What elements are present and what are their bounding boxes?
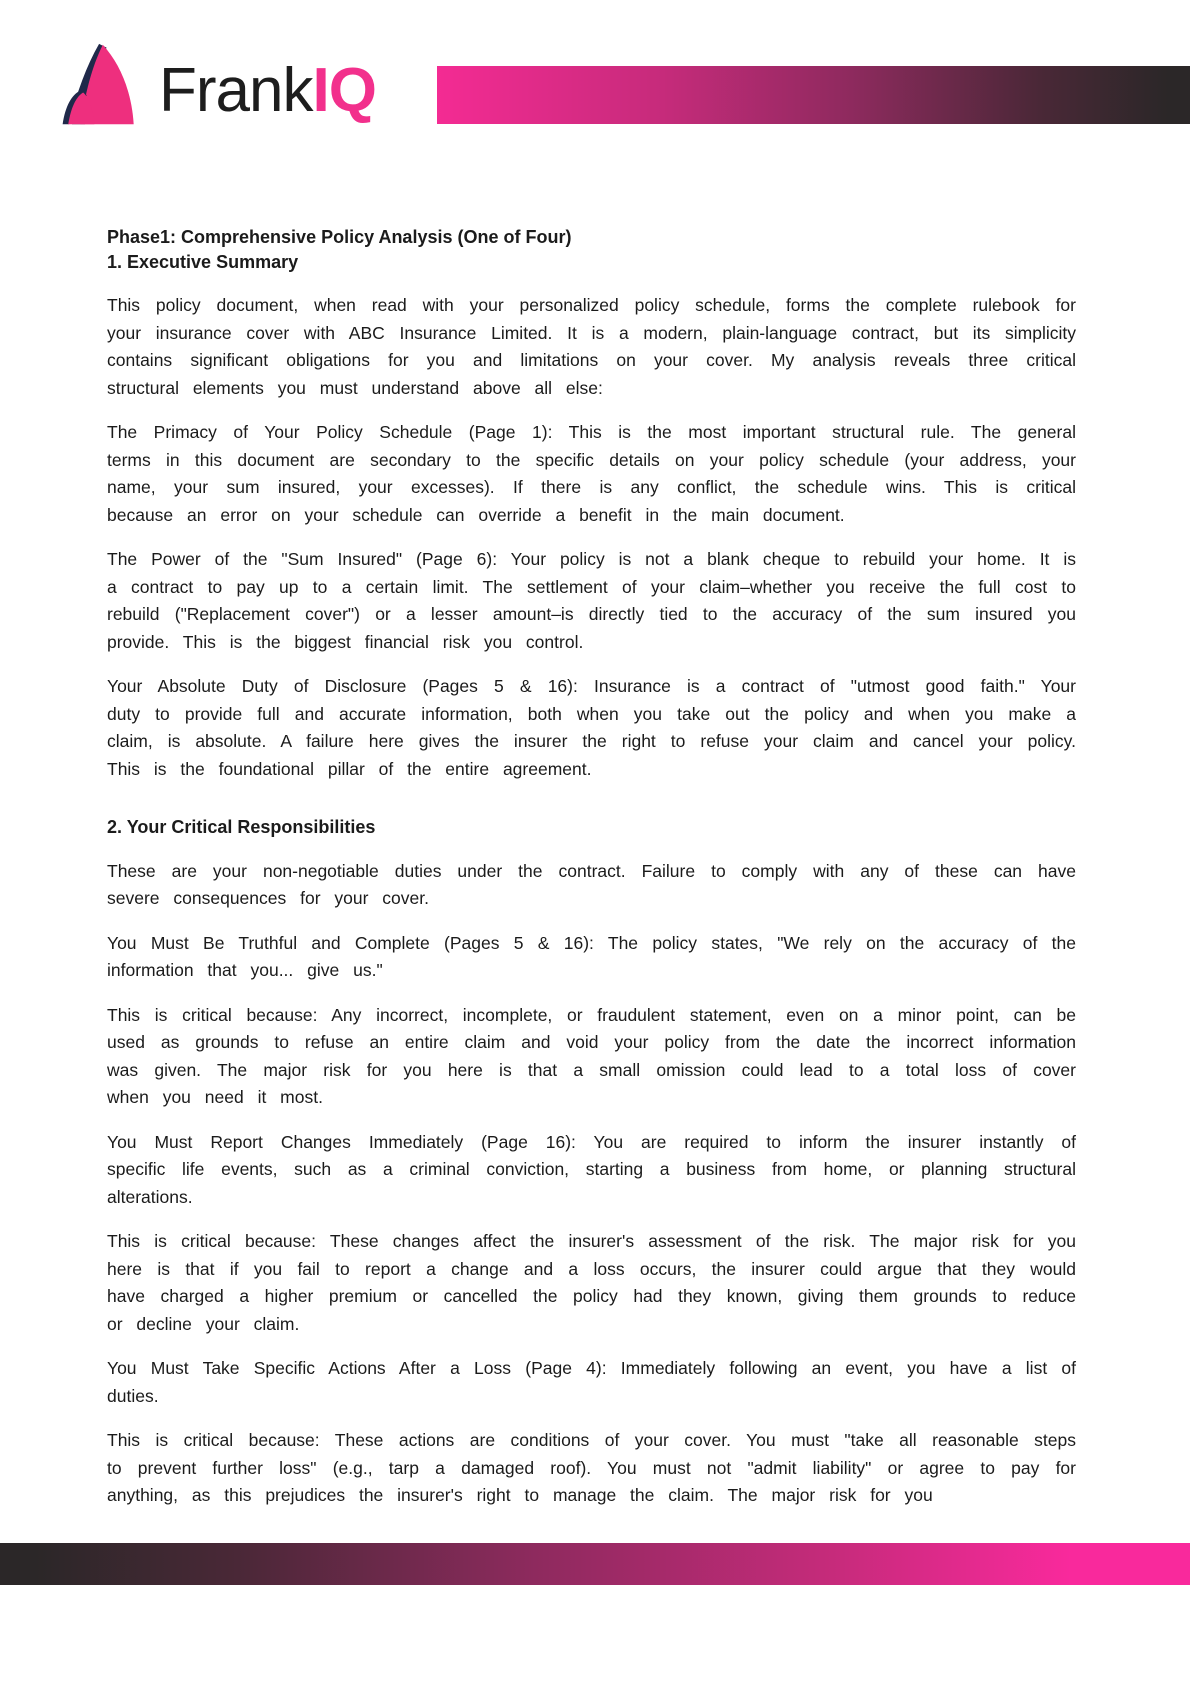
para-duty-disclosure: Your Absolute Duty of Disclosure (Pages 5 & 16): Insurance is a contract of "utmost good faith." Your duty to provide full and accurate information, both when you take out the policy and when you make a claim, is absolute. A failure here gives the insurer the right to refuse your claim and cancel your policy. This is the foundational pillar of the entire agreement. (107, 676, 1076, 779)
logo-text-iq: IQ (312, 56, 376, 125)
frankiq-logo-icon (60, 42, 155, 128)
para-actions-after-loss: You Must Take Specific Actions After a Loss (Page 4): Immediately following an event, you have a list of duties. (107, 1358, 1076, 1406)
header-gradient-bar (437, 66, 1190, 124)
para-truthful-complete: You Must Be Truthful and Complete (Pages 5 & 16): The policy states, "We rely on the accuracy of the information that you... give us." (107, 932, 1076, 980)
para-report-changes: You Must Report Changes Immediately (Page 16): You are required to inform the insurer instantly of specific life events, such as a criminal conviction, starting a business from home, or planning structural alterations. (107, 1131, 1076, 1207)
para-intro: This policy document, when read with your personalized policy schedule, forms the complete rulebook for your insurance cover with ABC Insurance Limited. It is a modern, plain-language contract, but its simplicity contains significant obligations for you and limitations on your cover. My analysis reveals three critical structural elements you must understand above all else: (107, 295, 1076, 398)
para-sum-insured: The Power of the "Sum Insured" (Page 6): Your policy is not a blank cheque to rebuild your home. It is a contract to pay up to a certain limit. The settlement of your claim–whether you receive the full cost to rebuild ("Replacement cover") or a lesser amount–is directly tied to the accuracy of the sum insured you provide. This is the biggest financial risk you control. (107, 549, 1076, 652)
footer-gradient-bar (0, 1543, 1190, 1585)
para-critical-truthful: This is critical because: Any incorrect, incomplete, or fraudulent statement, even on a minor point, can be used as grounds to refuse an entire claim and void your policy from the date the incorrect information was given. The major risk for you here is that a small omission could lead to a total loss of cover when you need it most. (107, 1004, 1076, 1107)
document-content (107, 225, 1076, 1510)
para-critical-changes: This is critical because: These changes affect the insurer's assessment of the risk. The major risk for you here is that if you fail to report a change and a loss occurs, the insurer could argue that they would have charged a higher premium or cancelled the policy had they known, giving them grounds to reduce or decline your claim. (107, 1231, 1076, 1334)
heading-phase1: Phase1: Comprehensive Policy Analysis (One of Four) (107, 227, 572, 247)
logo-text-frank: Frank (159, 56, 313, 125)
frankiq-logo (60, 40, 376, 128)
para-primacy-schedule: The Primacy of Your Policy Schedule (Page 1): This is the most important structural rule. The general terms in this document are secondary to the specific details on your policy schedule (your address, your name, your sum insured, your excesses). If there is any conflict, the schedule wins. This is critical because an error on your schedule can override a benefit in the main document. (107, 422, 1076, 525)
heading-critical-responsibilities: 2. Your Critical Responsibilities (107, 817, 376, 837)
heading-executive-summary: 1. Executive Summary (107, 251, 299, 272)
logo-wordmark (159, 56, 376, 125)
para-critical-actions: This is critical because: These actions are conditions of your cover. You must "take all reasonable steps to prevent further loss" (e.g., tarp a damaged roof). You must not "admit liability" or agree to pay for anything, as this prejudices the insurer's right to manage the claim. The major risk for you (107, 1430, 1076, 1505)
para-responsibilities-intro: These are your non-negotiable duties under the contract. Failure to comply with any of these can have severe consequences for your cover. (107, 860, 1076, 908)
